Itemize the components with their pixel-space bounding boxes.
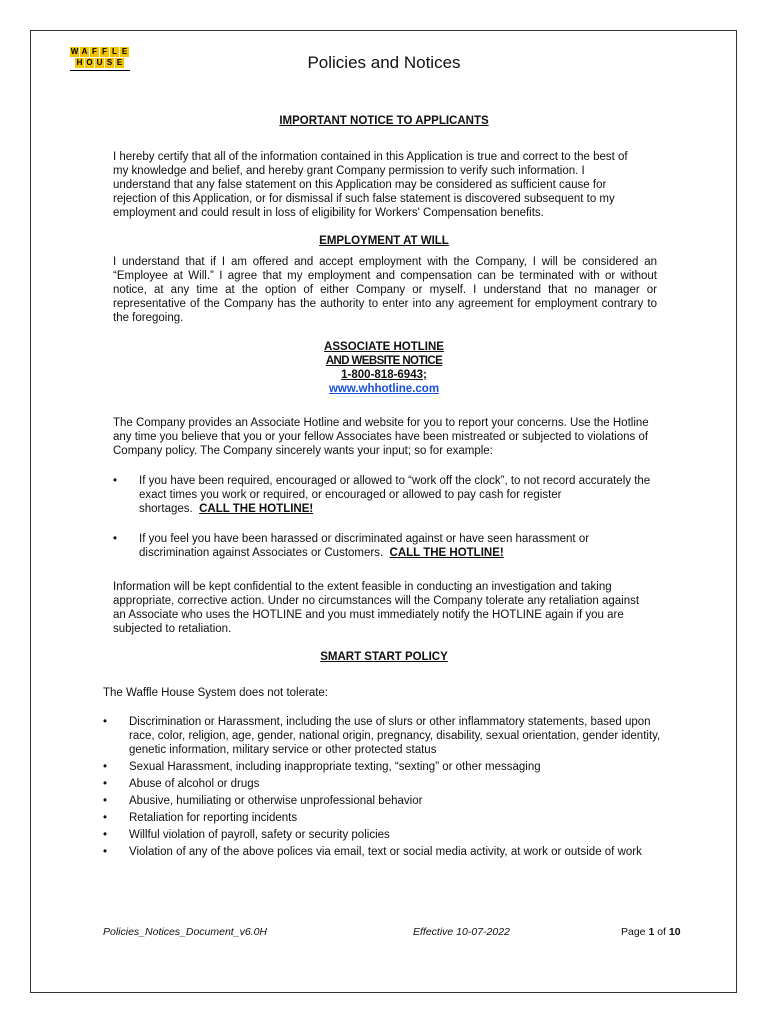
at-will-body: I understand that if I am offered and accept employment with the Company, I will be considered an “Employee at Will.” I agree that my employment and compensation can be terminated with or without notice, at any time at the option of either Company or myself. I understand that no manager or representative of the Company has the authority to enter into any agreement for employment contrary to the foregoing. (113, 256, 657, 324)
hotline-title-line2: AND WEBSITE NOTICE (325, 355, 443, 367)
of-label: of (657, 926, 666, 938)
logo-letter: E (116, 58, 123, 67)
hotline-closing: Information will be kept confidential to the extent feasible in conducting an investigation and taking appropriate, corrective action. Under no circumstances will the Company tolerate any retaliation against an Associate who uses the HOTLINE and you must immediately notify the HOTLINE again if you are subjected to retaliation. (113, 581, 640, 635)
document-title: Policies and Notices (307, 53, 461, 72)
logo-letter: F (90, 47, 99, 57)
hotline-bullet-1 (113, 474, 653, 519)
page-label: Page (621, 926, 646, 938)
hotline-block (0, 340, 768, 396)
notice-body: I hereby certify that all of the information contained in this Application is true and correct to the best of my knowledge and belief, and hereby grant Company permission to verify such information. I understand that any false statement on this Application may be considered as sufficient cause for rejection of this Application, or for dismissal if such false statement is discovered subsequent to my employment and could result in loss of eligibility for Workers' Compensation benefits. (113, 151, 628, 219)
logo-letter: A (81, 47, 88, 56)
list-item: • Discrimination or Harassment, including the use of slurs or other inflammatory statements, based upon race, color, religion, age, gender, national origin, pregnancy, disability, sexual orientation, gender identity, genetic information, military service or other protected status (103, 715, 663, 757)
logo-letter: F (100, 47, 109, 57)
smart-start-intro: The Waffle House System does not tolerate: (103, 687, 329, 699)
smart-start-heading: SMART START POLICY (320, 651, 448, 663)
hotline-title-line1: ASSOCIATE HOTLINE (324, 341, 444, 353)
logo-letter: W (70, 47, 79, 56)
logo-letter: O (86, 58, 93, 67)
smart-start-list (103, 715, 663, 862)
list-item (113, 532, 653, 560)
notice-heading: IMPORTANT NOTICE TO APPLICANTS (279, 115, 489, 127)
logo-letter: U (96, 58, 103, 67)
list-item: • Violation of any of the above polices via email, text or social media activity, at work or outside of work (103, 845, 663, 859)
list-item (113, 474, 653, 516)
list-item: • Retaliation for reporting incidents (103, 811, 663, 825)
logo-letter: L (110, 47, 119, 57)
list-item: • Willful violation of payroll, safety or security policies (103, 828, 663, 842)
logo-letter: H (76, 58, 83, 67)
bullet-text: If you have been required, encouraged or allowed to “work off the clock”, to not record accurately the exact times you work or required, or encouraged or allowed to pay cash for register shortages. (139, 475, 651, 515)
call-hotline-cta: CALL THE HOTLINE! (389, 547, 504, 559)
page-current: 1 (648, 926, 655, 938)
call-hotline-cta: CALL THE HOTLINE! (199, 503, 314, 515)
bullet-text: If you feel you have been harassed or discriminated against or have seen harassment or discrimination against Associates or Customers. (139, 533, 590, 559)
logo-letter: E (121, 47, 128, 56)
list-item: • Sexual Harassment, including inappropriate texting, “sexting” or other messaging (103, 760, 663, 774)
footer-page-number (621, 926, 681, 938)
logo-letter: S (106, 58, 113, 67)
at-will-heading: EMPLOYMENT AT WILL (319, 235, 449, 247)
footer-effective-date: Effective 10-07-2022 (413, 926, 510, 938)
list-item: • Abuse of alcohol or drugs (103, 777, 663, 791)
hotline-intro: The Company provides an Associate Hotline and website for you to report your concerns. Use the Hotline any time you believe that you or your fellow Associates have been mistreated or subjected to violations of Company policy. The Company sincerely wants your input; so for example: (113, 417, 649, 457)
hotline-website-link[interactable]: www.whhotline.com (328, 383, 440, 395)
footer-doc-id: Policies_Notices_Document_v6.0H (103, 926, 267, 938)
hotline-phone: 1-800-818-6943; (341, 369, 427, 381)
page-total: 10 (668, 926, 681, 938)
hotline-bullet-2 (113, 532, 653, 563)
list-item: • Abusive, humiliating or otherwise unprofessional behavior (103, 794, 663, 808)
